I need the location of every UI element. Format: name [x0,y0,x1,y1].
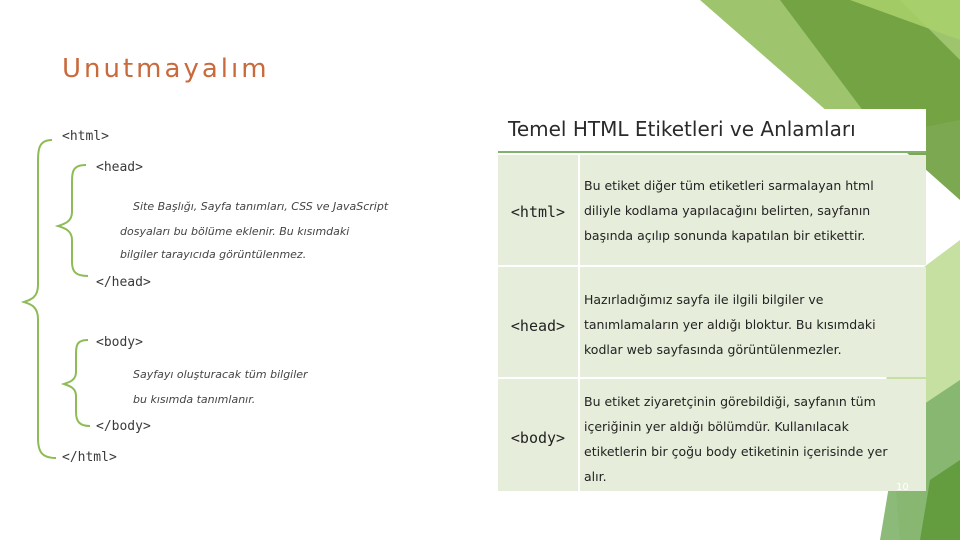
html-tags-table [498,109,926,491]
table-header-title: Temel HTML Etiketleri ve Anlamları [508,117,856,141]
head-note-line-2: dosyaları bu bölüme eklenir. Bu kısımdaki [120,225,350,238]
row-tag-head: <head> [510,317,566,335]
code-html-open: <html> [62,129,109,144]
table-header [498,109,926,153]
row-tag-html: <html> [510,203,566,221]
row-body-desc-1: Bu etiket ziyaretçinin görebildiği, sayfanın tüm [584,394,876,409]
row-body-desc-2: içeriğinin yer aldığı bölümdür. Kullanılacak [584,419,849,434]
code-head-close: </head> [96,275,151,290]
code-body-close: </body> [96,419,151,434]
body-brace [64,340,90,426]
row-tag-body: <body> [510,429,566,447]
row-head-desc-1: Hazırladığımız sayfa ile ilgili bilgiler ve [584,292,824,307]
row-head-desc-2: tanımlamaların yer aldığı bloktur. Bu kısımdaki [584,317,876,332]
slide-title: Unutmayalım [62,54,270,84]
table-row-head [498,267,926,377]
row-html-desc-3: başında açılıp sonunda kapatılan bir etikettir. [584,228,866,243]
row-body-desc-4: alır. [584,469,607,484]
code-head-open: <head> [96,160,143,175]
table-row-html [498,155,926,265]
row-head-desc-3: kodlar web sayfasında görüntülenmezler. [584,342,842,357]
row-html-desc-2: diliyle kodlama yapılacağını belirten, sayfanın [584,203,871,218]
body-note-line-1: Sayfayı oluşturacak tüm bilgiler [133,368,308,381]
slide-number: 10 [896,482,909,493]
head-note-line-1: Site Başlığı, Sayfa tanımları, CSS ve JavaScript [133,200,389,213]
head-brace [58,165,88,276]
head-note-line-3: bilgiler tarayıcıda görüntülenmez. [120,248,307,261]
table-row-body [498,379,926,491]
code-body-open: <body> [96,335,143,350]
code-html-close: </html> [62,450,117,465]
row-html-desc-1: Bu etiket diğer tüm etiketleri sarmalayan html [584,178,874,193]
html-brace [24,140,56,458]
row-body-desc-3: etiketlerin bir çoğu body etiketinin içerisinde yer [584,444,888,459]
body-note-line-2: bu kısımda tanımlanır. [133,393,256,406]
